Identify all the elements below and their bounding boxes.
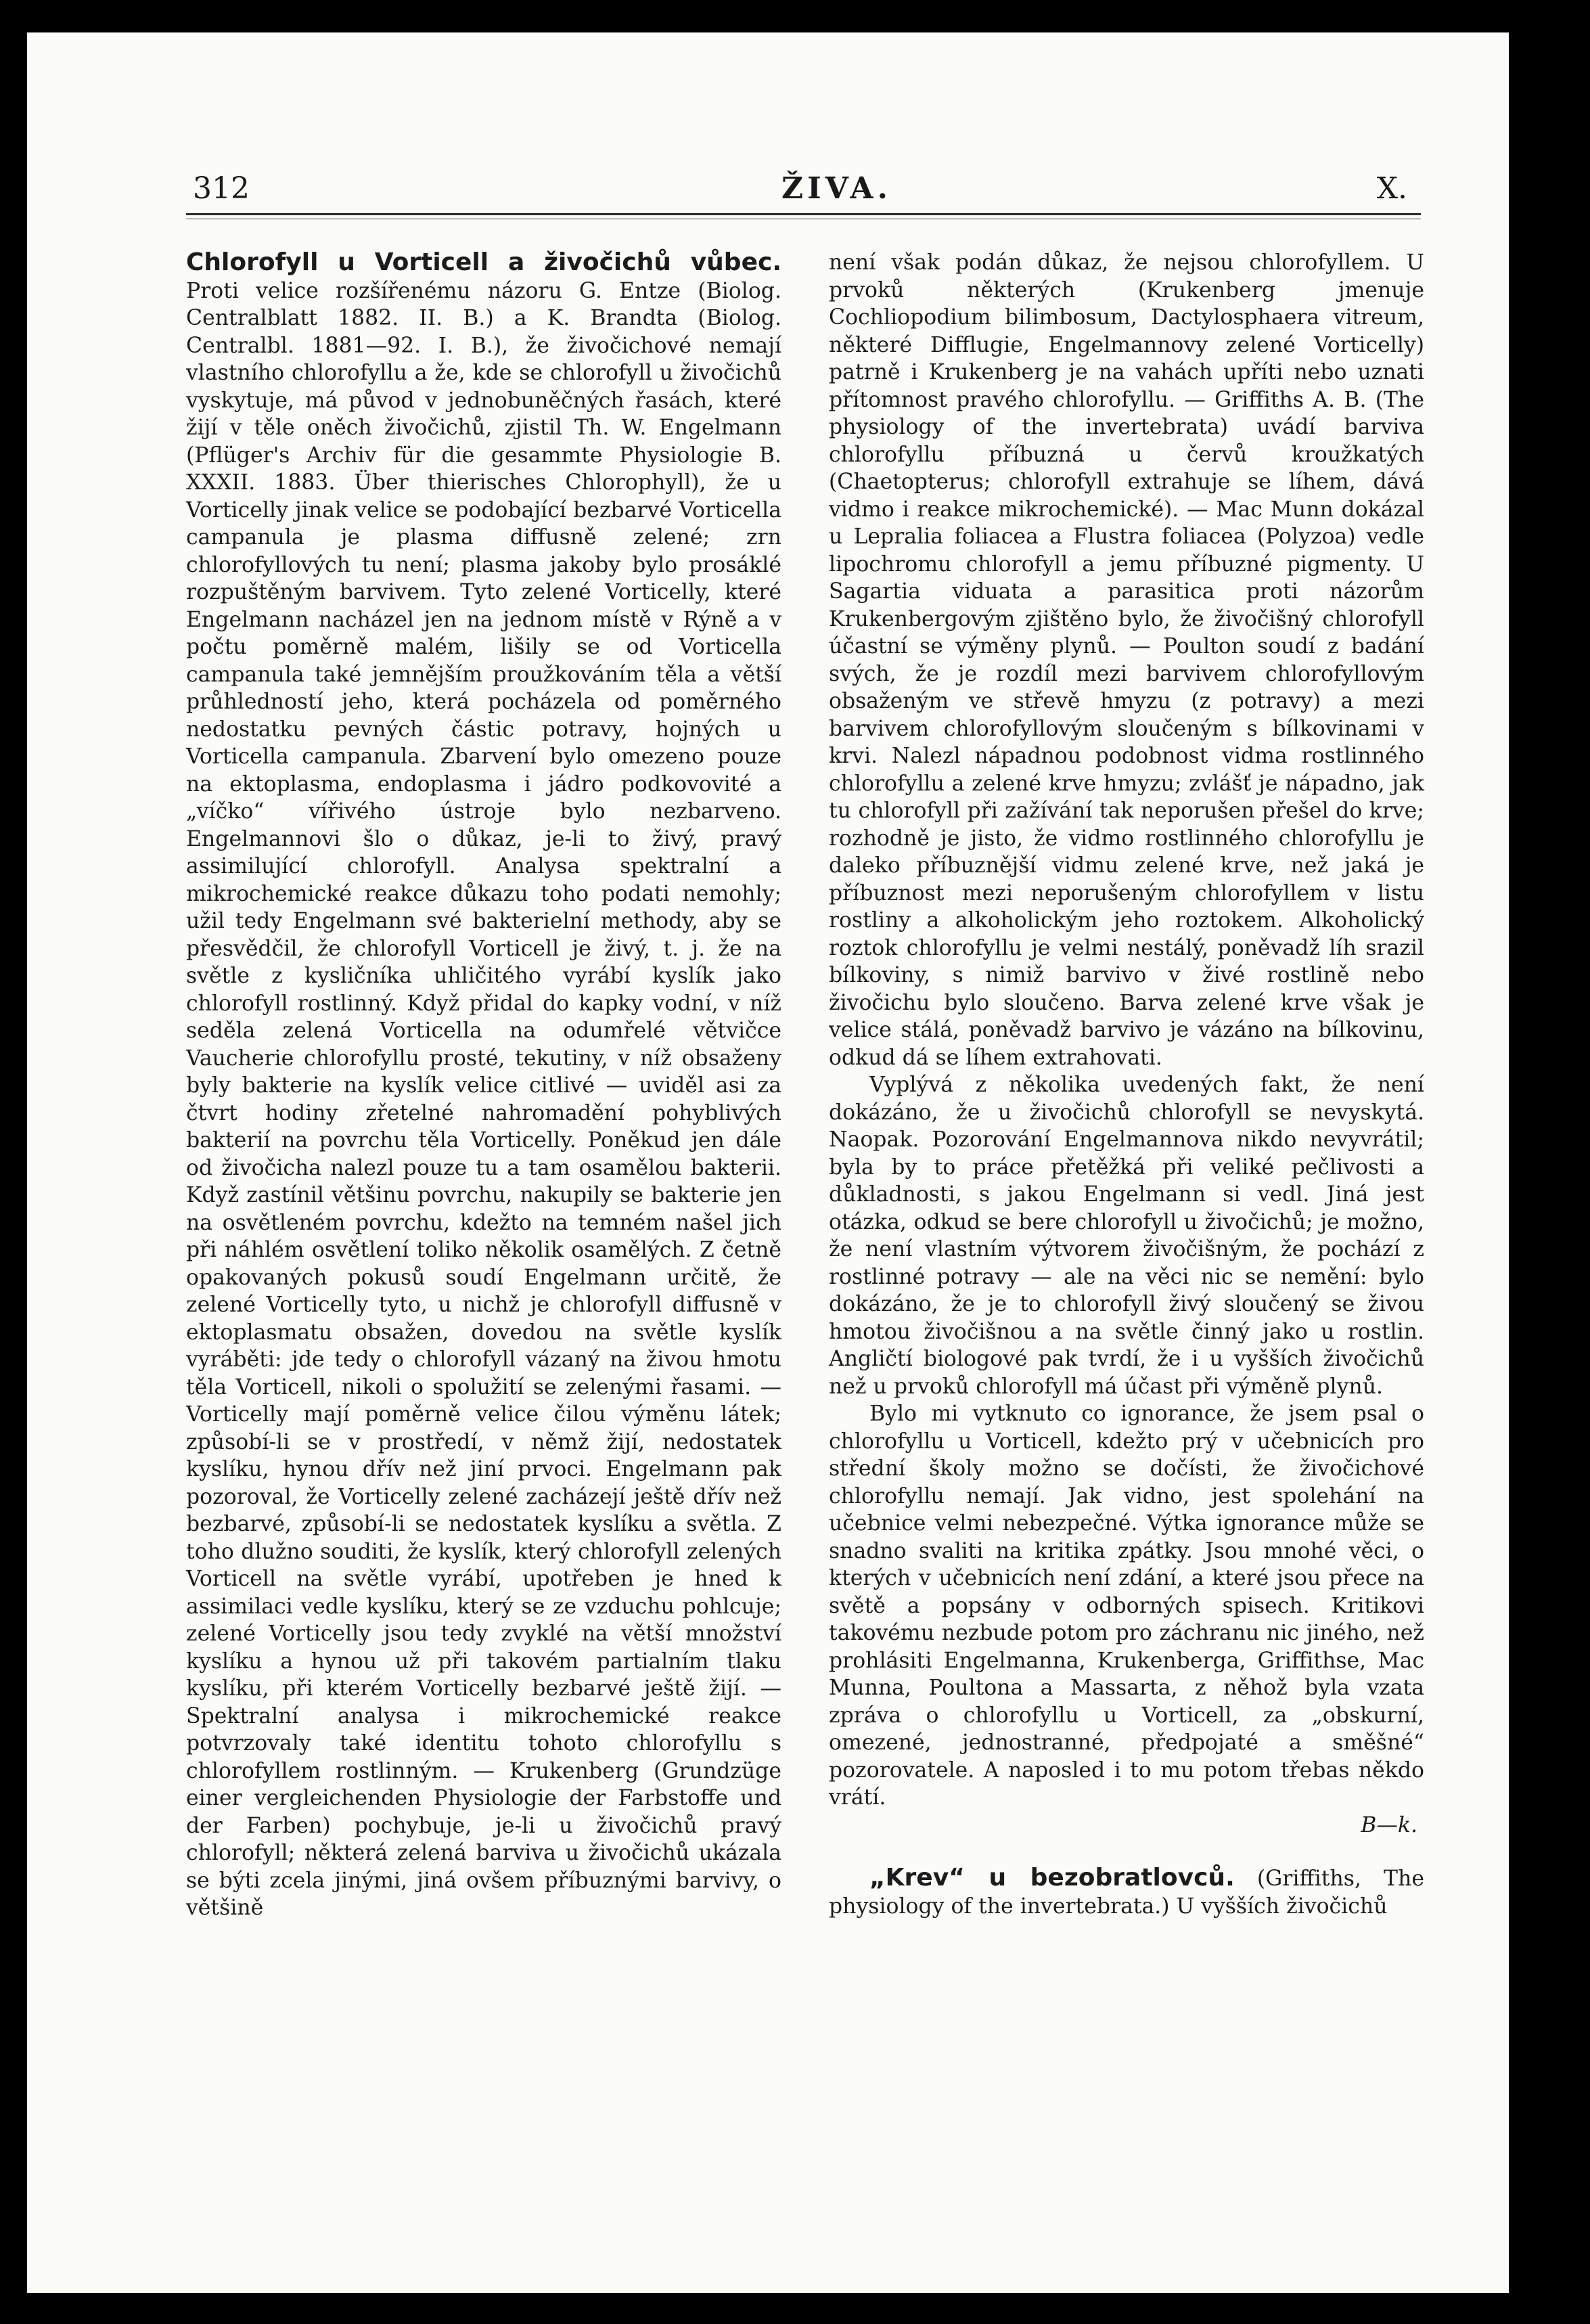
running-header: [186, 151, 1421, 225]
author-signature: B—k.: [1361, 1812, 1417, 1837]
conclusion-paragraph: Vyplývá z několika uvedených fakt, že není dokázáno, že u živočichů chlorofyll se nevyskytá. Naopak. Pozorování Engelmannova nikdo nevyvrátil; byla by to práce přetěžká při veliké pečlivosti a důkladnosti, s jakou Engelmann si vedl. Jiná jest otázka, odkud se bere chlorofyll u živočichů; je možno, že není vlastním výtvorem živočišným, že pochází z rostlinné potravy — ale na věci nic se nemění: bylo dokázáno, že je to chlorofyll živý sloučený se živou hmotou živočišnou a na světle činný jako u rostlin. Angličtí biologové pak tvrdí, že i u vyšších živočichů než u prvoků chlorofyll má účast při výměně plynů.: [829, 1073, 1424, 1399]
next-article-text: (Griffiths, The physiology of the invertebrata.) U vyšších živočichů: [829, 1867, 1424, 1919]
reply-paragraph: Bylo mi vytknuto co ignorance, že jsem psal o chlorofyllu u Vorticell, kdežto prý v učebnicích pro střední školy možno se dočísti, že živočichové chlorofyllu nemají. Jak vidno, jest spolehání na učebnice velmi nebezpečné. Výtka ignorance může se snadno svaliti na kritika zpátky. Jsou mnohé věci, o kterých v učebnicích není zdání, a které jsou přece na světě a popsány v odborných spisech. Kritikovi takovému nezbude potom pro záchranu nic jiného, než prohlásiti Engelmanna, Krukenberga, Griffithse, Mac Munna, Poultona a Massarta, z něhož byla vzata zpráva o chlorofyllu u Vorticell, za „obskurní, omezené, jednostranné, předpojaté a směšné“ pozorovatele. A naposled i to mu potom třebas někdo vrátí.: [829, 1402, 1424, 1810]
section-title-2: „Krev“ u bezobratlovců.: [869, 1864, 1235, 1892]
section-title: Chlorofyll u Vorticell a živočichů vůbec.: [186, 248, 781, 276]
next-article-paragraph: [829, 1864, 1424, 1920]
page: [27, 32, 1509, 2293]
journal-title: ŽIVA.: [781, 171, 892, 206]
right-column: [829, 249, 1424, 1920]
article-paragraph: [186, 249, 781, 1922]
page-number: 312: [193, 171, 250, 206]
continued-paragraph: není však podán důkaz, že nejsou chlorofyllem. U prvoků některých (Krukenberg jmenuje Cochliopodium bilimbosum, Dactylosphaera vitreum, některé Difflugie, Engelmannovy zelené Vorticelly) patrně i Krukenberg je na vahách upříti nebo uznati přítomnost pravého chlorofyllu. — Griffiths A. B. (The physiology of the invertebrata) uvádí barviva chlorofyllu příbuzná u červů kroužkatých (Chaetopterus; chlorofyll extrahuje se líhem, dává vidmo i reakce mikrochemické). — Mac Munn dokázal u Lepralia foliacea a Flustra foliacea (Polyzoa) vedle lipochromu chlorofyll a jemu příbuzné pigmenty. U Sagartia viduata a parasitica proti názorům Krukenbergovým zjištěno bylo, že živočišný chlorofyll účastní se výměny plynů. — Poulton soudí z badání svých, že je rozdíl mezi barvivem chlorofyllovým obsaženým ve střevě hmyzu (z potravy) a mezi barvivem chlorofyllovým sloučeným s bílkovinami v krvi. Nalezl nápadnou podobnost vidma rostlinného chlorofyllu a zelené krve hmyzu; zvlášť je nápadno, jak tu chlorofyll při zažívání tak neporušen přešel do krve; rozhodně je jisto, že vidmo rostlinného chlorofyllu je daleko příbuznější vidmu zelené krve, než jaká je příbuznost mezi neporušeným chlorofyllem v listu rostliny a alkoholickým jeho roztokem. Alkoholický roztok chlorofyllu je velmi nestálý, poněvadž líh srazil bílkoviny, s nimiž barvivo v živé rostlině nebo živočichu bylo sloučeno. Barva zelené krve však je velice stálá, poněvadž barvivo je vázáno na bílkovinu, odkud dá se líhem extrahovati.: [829, 250, 1424, 1070]
left-column: [186, 249, 781, 1922]
volume-number: X.: [1376, 171, 1407, 206]
article-text: Proti velice rozšířenému názoru G. Entze (Biolog. Centralblatt 1882. II. B.) a K. Brandta (Biolog. Centralbl. 1881—92. I. B.), že živočichové nemají vlastního chlorofyllu a že, kde se chlorofyll u živočichů vyskytuje, má původ v jednobuněčných řasách, které žijí v těle oněch živočichů, zjistil Th. W. Engelmann (Pflüger's Archiv für die gesammte Physiologie B. XXXII. 1883. Über thierisches Chlorophyll), že u Vorticelly jinak velice se podobající bezbarvé Vorticella campanula je plasma diffusně zelené; zrn chlorofyllových tu není; plasma jakoby bylo prosáklé rozpuštěným barvivem. Tyto zelené Vorticelly, které Engelmann nacházel jen na jednom místě v Rýně a v počtu poměrně malém, lišily se od Vorticella campanula také jemnějším proužkováním těla a větší průhledností jeho, která pocházela od poměrného nedostatku pevných částic potravy, hojných u Vorticella campanula. Zbarvení bylo omezeno pouze na ektoplasma, endoplasma i jádro podkovovité a „víčko“ vířivého ústroje bylo nezbarveno. Engelmannovi šlo o důkaz, je-li to živý, pravý assimilující chlorofyll. Analysa spektralní a mikrochemické reakce důkazu toho podati nemohly; užil tedy Engelmann své bakterielní methody, aby se přesvědčil, že chlorofyll Vorticell je živý, t. j. že na světle z kysličníka uhličitého vyrábí kyslík jako chlorofyll rostlinný. Když přidal do kapky vodní, v níž seděla zelená Vorticella na odumřelé větvičce Vaucherie chlorofyllu prosté, tekutiny, v níž obsaženy byly bakterie na kyslík velice citlivé — uviděl asi za čtvrt hodiny zřetelné nahromadění pohyblivých bakterií na povrchu těla Vorticelly. Poněkud jen dále od živočicha nalezl pouze tu a tam osamělou bakterii. Když zastínil většinu povrchu, nakupily se bakterie jen na osvětleném povrchu, kdežto na temném našel jich při náhlém osvětlení toliko několik osamělých. Z četně opakovaných pokusů soudí Engelmann určitě, že zelené Vorticelly tyto, u nichž je chlorofyll diffusně v ektoplasmatu obsažen, dovedou na světle kyslík vyráběti: jde tedy o chlorofyll vázaný na živou hmotu těla Vorticell, nikoli o spolužití se zelenými řasami. — Vorticelly mají poměrně velice čilou výměnu látek; způsobí-li se v prostředí, v němž žijí, nedostatek kyslíku, hynou dřív než jiní prvoci. Engelmann pak pozoroval, že Vorticelly zelené zacházejí ještě dřív než bezbarvé, způsobí-li se nedostatek kyslíku a světla. Z toho dlužno souditi, že kyslík, který chlorofyll zelených Vorticell na světle vyrábí, upotřeben je hned k assimilaci vedle kyslíku, který se ze vzduchu pohlcuje; zelené Vorticelly jsou tedy zvyklé na větší množství kyslíku a hynou už při takovém partialním tlaku kyslíku, při kterém Vorticelly bezbarvé ještě žijí. — Spektralní analysa i mikrochemické reakce potvrzovaly také identitu tohoto chlorofyllu s chlorofyllem rostlinným. — Krukenberg (Grundzüge einer vergleichenden Physiologie der Farbstoffe und der Farben) pochybuje, je-li u živočichů pravý chlorofyll; některá zelená barviva u živočichů ukázala se býti zcela jinými, jiná ovšem příbuznými barvivy, o většině: [186, 278, 781, 1920]
header-rule: [186, 213, 1421, 215]
